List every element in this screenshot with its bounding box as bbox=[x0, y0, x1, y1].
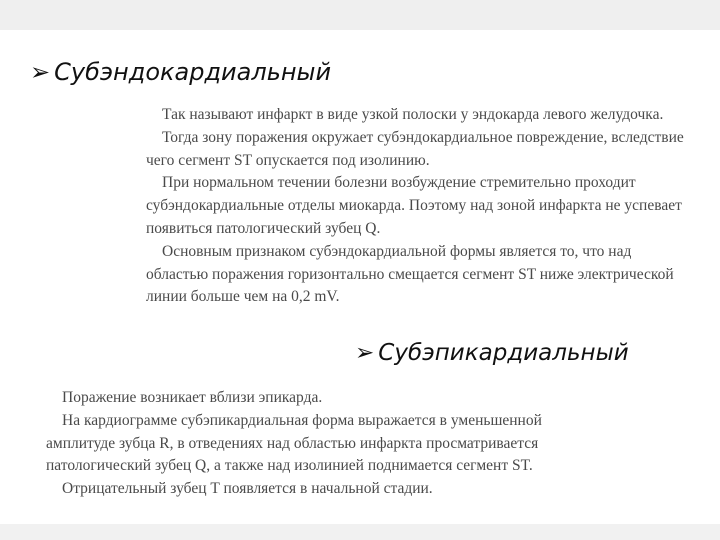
arrow-bullet-icon: ➢ bbox=[355, 340, 375, 366]
heading-text: Субэндокардиальный bbox=[54, 58, 332, 86]
paragraph: Отрицательный зубец T появляется в начальной стадии. bbox=[62, 480, 433, 498]
section-heading-subepicardial bbox=[355, 340, 629, 366]
section-heading-subendocardial bbox=[30, 58, 331, 86]
paragraph: Основным признаком субэндокардиальной формы является то, что над областью поражения горизонтально смещается сегмент ST ниже электрической линии больше чем на 0,2 mV. bbox=[146, 242, 674, 306]
paragraph: При нормальном течении болезни возбуждение стремительно проходит субэндокардиальные отделы миокарда. Поэтому над зоной инфаркта не успевает появиться патологический зубец Q. bbox=[146, 174, 682, 237]
top-decor-band bbox=[0, 0, 720, 30]
paragraph: Так называют инфаркт в виде узкой полоски у эндокарда левого желудочка. bbox=[162, 106, 664, 123]
heading-text: Субэпикардиальный bbox=[378, 340, 629, 366]
arrow-bullet-icon: ➢ bbox=[30, 58, 51, 86]
subepicardial-text-block bbox=[46, 387, 566, 501]
bottom-decor-band bbox=[0, 524, 720, 540]
paragraph: Тогда зону поражения окружает субэндокардиальное повреждение, вследствие чего сегмент ST опускается под изолинию. bbox=[146, 128, 684, 169]
subendocardial-text-block bbox=[146, 104, 686, 309]
paragraph: Поражение возникает вблизи эпикарда. bbox=[62, 389, 323, 406]
paragraph: На кардиограмме субэпикардиальная форма выражается в уменьшенной амплитуде зубца R, в отведениях над областью инфаркта просматривается патологический зубец Q, а также над изолинией поднимается сегмент ST. bbox=[46, 411, 542, 475]
